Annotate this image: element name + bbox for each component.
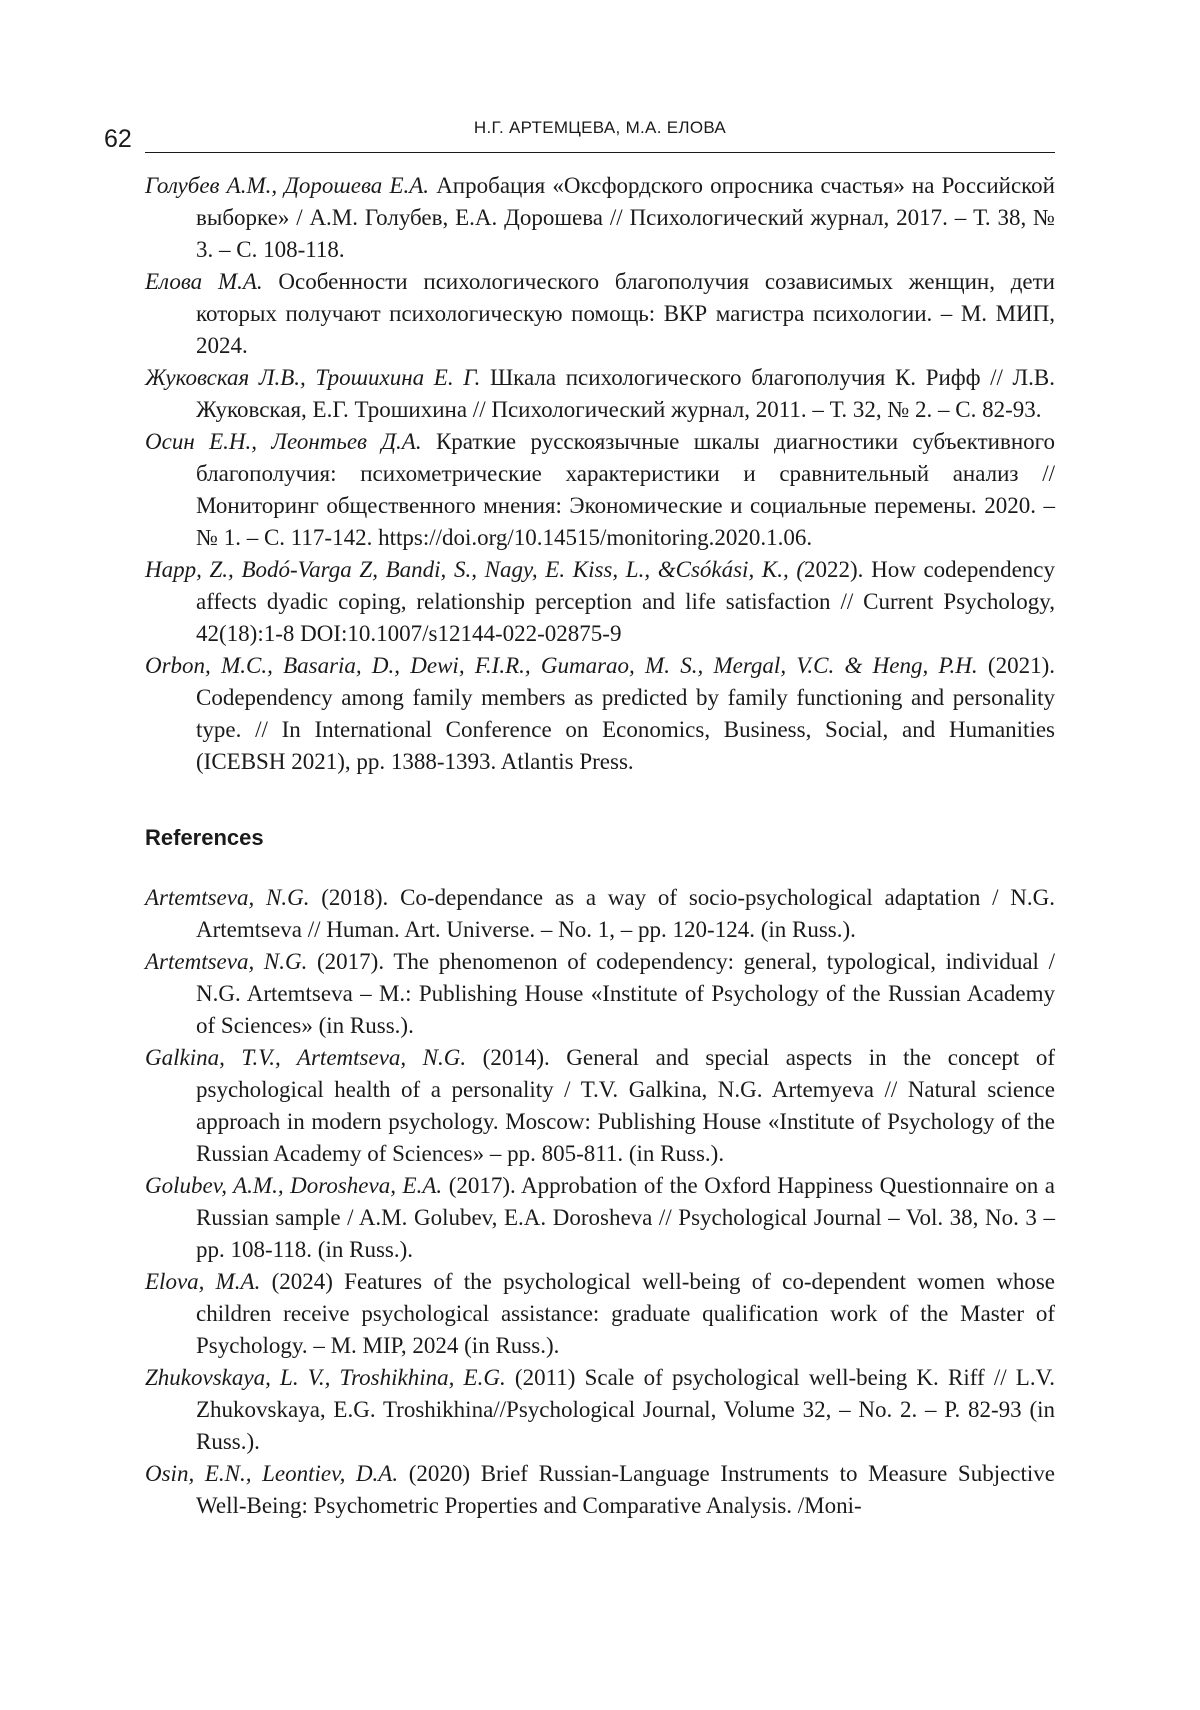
reference-entry [145,946,1055,1042]
reference-text: Апробация «Оксфордского опросника счастья» на Российской выборке» / А.М. Голубев, Е.А. Дорошева // Психологический журнал, 2017. – Т. 38, № 3. – С. 108-118. [196,173,1055,262]
reference-authors: Artemtseva, N.G. [145,885,310,910]
reference-entry [145,1362,1055,1458]
reference-authors: Happ, Z., Bodó-Varga Z, Bandi, S., Nagy, E. Kiss, L., &Csókási, K., ( [145,557,805,582]
reference-entry [145,554,1055,650]
header-rule [145,152,1055,153]
reference-text: (2020) Brief Russian-Language Instruments to Measure Subjective Well-Being: Psychometric Properties and Comparative Analysis. /Moni- [196,1461,1056,1518]
reference-text: Шкала психологического благополучия К. Рифф // Л.В. Жуковская, Е.Г. Трошихина // Психологический журнал, 2011. – Т. 32, № 2. – С. 82-93. [196,365,1055,422]
reference-text: (2017). Approbation of the Oxford Happiness Questionnaire on a Russian sample / A.M. Golubev, E.A. Dorosheva // Psychological Journal – Vol. 38, No. 3 – pp. 108-118. (in Russ.). [196,1173,1055,1262]
reference-entry [145,170,1055,266]
reference-authors: Zhukovskaya, L. V., Troshikhina, E.G. [145,1365,506,1390]
reference-entry [145,1042,1055,1170]
reference-authors: Osin, E.N., Leontiev, D.A. [145,1461,399,1486]
reference-entry [145,362,1055,426]
reference-entry [145,650,1055,778]
reference-text: Краткие русскоязычные шкалы диагностики субъективного благополучия: психометрические характеристики и сравнительный анализ // Мониторинг общественного мнения: Экономические и социальные перемены. 2020. – № 1. – С. 117-142. https://doi.org/10.14515/monitoring.2020.1.06. [196,429,1055,550]
reference-entry [145,1170,1055,1266]
reference-text: Особенности психологического благополучия созависимых женщин, дети которых получают психологическую помощь: ВКР магистра психологии. – М. МИП, 2024. [196,269,1055,358]
reference-entry [145,882,1055,946]
reference-text: 2022). How codependency affects dyadic coping, relationship perception and life satisfaction // Current Psychology, 42(18):1-8 DOI:10.1007/s12144-022-02875-9 [196,557,1055,646]
reference-authors: Orbon, M.C., Basaria, D., Dewi, F.I.R., Gumarao, M. S., Mergal, V.C. & Heng, P.H. [145,653,978,678]
running-header: Н.Г. АРТЕМЦЕВА, М.А. ЕЛОВА [473,118,727,137]
reference-list-english [145,882,1055,1522]
reference-text: (2011) Scale of psychological well-being K. Riff // L.V. Zhukovskaya, E.G. Troshikhina//Psychological Journal, Volume 32, – No. 2. – P. 82-93 (in Russ.). [196,1365,1055,1454]
reference-authors: Осин Е.Н., Леонтьев Д.А. [145,429,422,454]
reference-text: (2014). General and special aspects in the concept of psychological health of a personality / T.V. Galkina, N.G. Artemyeva // Natural science approach in modern psychology. Moscow: Publishing House «Institute of Psychology of the Russian Academy of Sciences» – pp. 805-811. (in Russ.). [196,1045,1055,1166]
reference-text: (2024) Features of the psychological well-being of co-dependent women whose children receive psychological assistance: graduate qualification work of the Master of Psychology. – M. MIP, 2024 (in Russ.). [196,1269,1055,1358]
reference-entry [145,1266,1055,1362]
reference-list-russian [145,170,1055,778]
reference-entry [145,1458,1055,1522]
reference-authors: Елова М.А. [145,269,263,294]
reference-entry [145,266,1055,362]
page-content [145,170,1055,1522]
reference-text: (2018). Co-dependance as a way of socio-psychological adaptation / N.G. Artemtseva // Human. Art. Universe. – No. 1, – pp. 120-124. (in Russ.). [196,885,1055,942]
reference-authors: Голубев А.М., Дорошева Е.А. [145,173,430,198]
references-heading: References [145,825,264,850]
reference-authors: Artemtseva, N.G. [145,949,308,974]
reference-text: (2021). Codependency among family members as predicted by family functioning and personality type. // In International Conference on Economics, Business, Social, and Humanities (ICEBSH 2021), pp. 1388-1393. Atlantis Press. [196,653,1055,774]
reference-authors: Elova, M.A. [145,1269,261,1294]
reference-entry [145,426,1055,554]
reference-authors: Galkina, T.V., Artemtseva, N.G. [145,1045,467,1070]
reference-text: (2017). The phenomenon of codependency: general, typological, individual / N.G. Artemtseva – M.: Publishing House «Institute of Psychology of the Russian Academy of Sciences» (in Russ.). [196,949,1055,1038]
reference-authors: Жуковская Л.В., Трошихина Е. Г. [145,365,481,390]
page-number: 62 [104,125,132,153]
reference-authors: Golubev, A.M., Dorosheva, E.A. [145,1173,443,1198]
